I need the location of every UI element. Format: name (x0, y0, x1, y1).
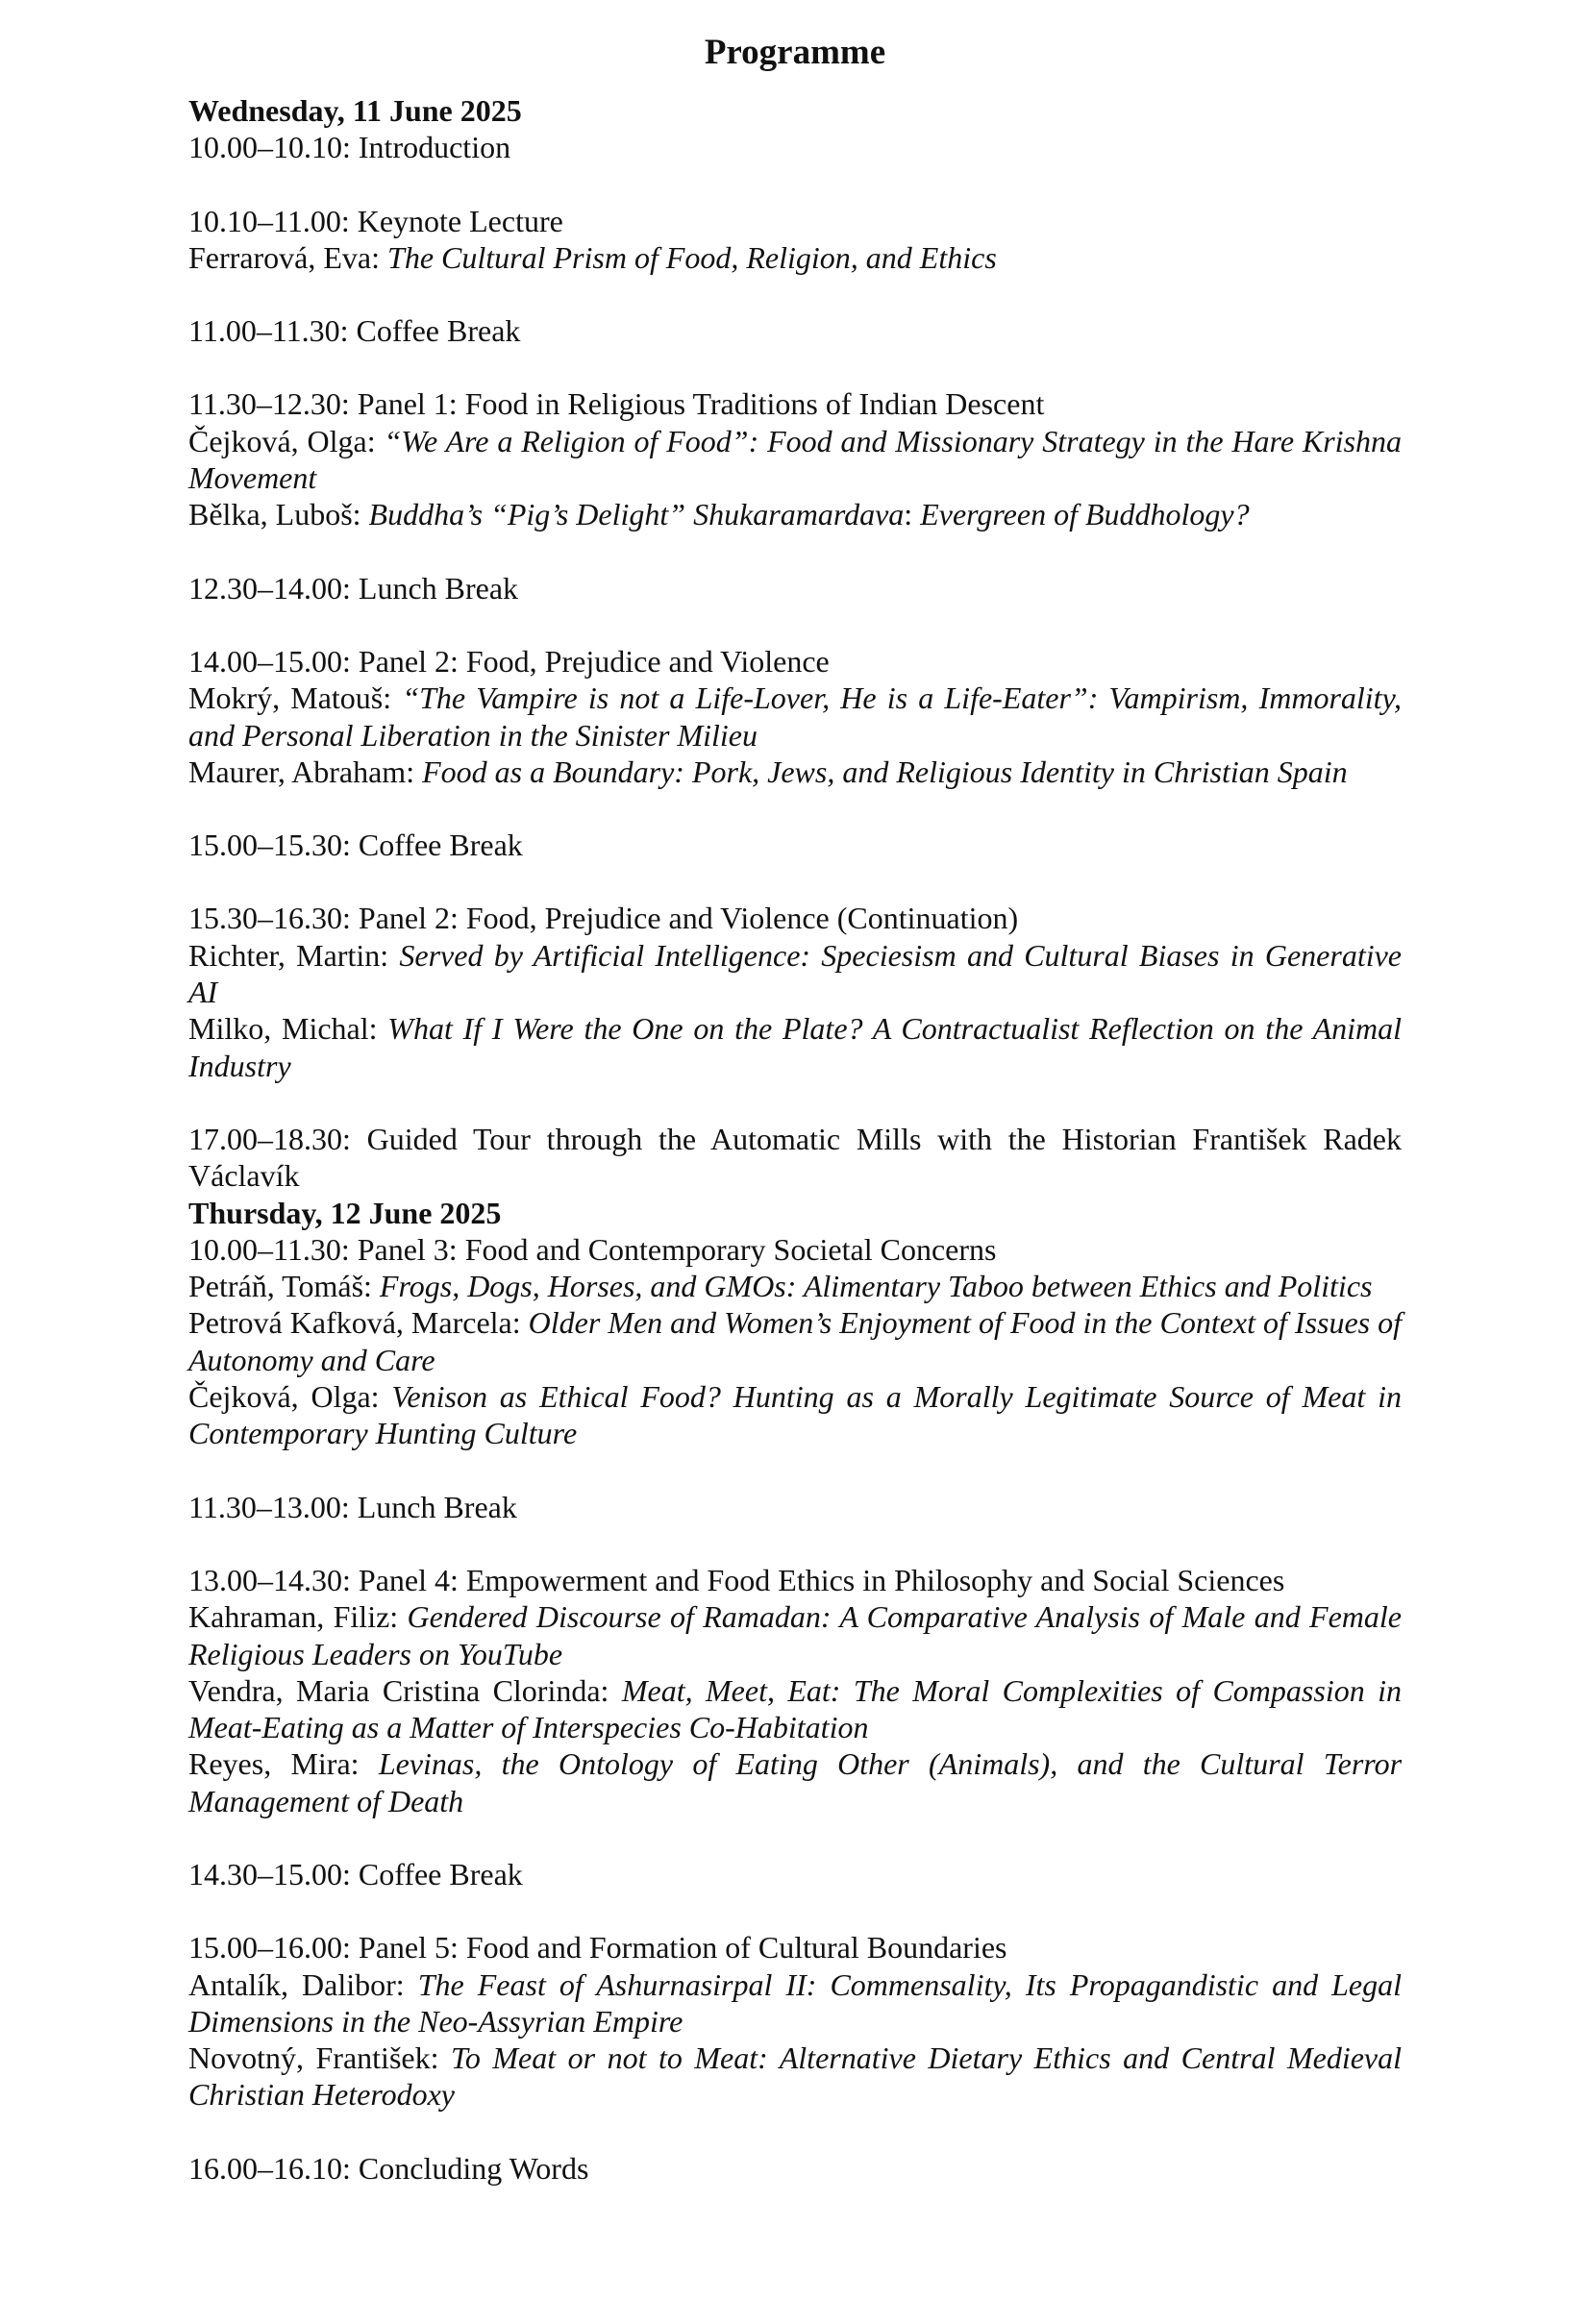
talk-title: “We Are a Religion of Food”: Food and Missionary Strategy in the Hare Krishna Movement (188, 423, 1403, 496)
session-line: 12.30–14.00: Lunch Break (188, 570, 519, 606)
session-line: 10.00–10.10: Introduction (188, 130, 511, 165)
session-line: 10.10–11.00: Keynote Lecture (188, 203, 563, 238)
talk-title: What If I Were the One on the Plate? A Contractualist Reflection on the Animal Industry (188, 1011, 1403, 1083)
talk-title: Levinas, the Ontology of Eating Other (Animals), and the Cultural Terror Management of Death (188, 1746, 1403, 1818)
speaker-name: Petráň, Tomáš: (188, 1269, 372, 1304)
speaker-name: Maurer, Abraham: (188, 754, 415, 789)
speaker-name: Petrová Kafková, Marcela: (188, 1305, 521, 1341)
day-heading: Thursday, 12 June 2025 (188, 1195, 502, 1230)
talk-title: Buddha’s “Pig’s Delight” Shukaramardava (368, 497, 905, 532)
title-separator: : (904, 497, 913, 532)
session-line: 13.00–14.30: Panel 4: Empowerment and Food Ethics in Philosophy and Social Sciences (188, 1562, 1285, 1597)
talk-entry (188, 1268, 1402, 1304)
session-line: 15.00–16.00: Panel 5: Food and Formation of Cultural Boundaries (188, 1930, 1007, 1966)
talk-title: Served by Artificial Intelligence: Speciesism and Cultural Biases in Generative AI (188, 937, 1403, 1010)
talk-title: Frogs, Dogs, Horses, and GMOs: Alimentary Taboo between Ethics and Politics (379, 1269, 1373, 1304)
talk-title: The Feast of Ashurnasirpal II: Commensality, Its Propagandistic and Legal Dimensions in the Neo-Assyrian Empire (188, 1966, 1403, 2039)
session-block (188, 312, 1402, 349)
talk-entry (188, 423, 1402, 497)
session-line: 15.30–16.30: Panel 2: Food, Prejudice and Violence (Continuation) (188, 901, 1019, 936)
session-block (188, 1856, 1402, 1892)
speaker-name: Bělka, Luboš: (188, 497, 361, 532)
session-line: 11.00–11.30: Coffee Break (188, 313, 521, 349)
talk-entry (188, 2040, 1402, 2114)
talk-title: “The Vampire is not a Life-Lover, He is a Life-Eater”: Vampirism, Immorality, and Personal Liberation in the Sinister Milieu (188, 680, 1403, 753)
speaker-name: Ferrarová, Eva: (188, 239, 381, 275)
session-block (188, 1231, 1402, 1452)
talk-title: Food as a Boundary: Pork, Jews, and Religious Identity in Christian Spain (422, 754, 1348, 789)
speaker-name: Mokrý, Matouš: (188, 680, 392, 716)
talk-entry (188, 239, 1402, 276)
day-heading: Wednesday, 11 June 2025 (188, 93, 522, 128)
session-block (188, 1489, 1402, 1525)
speaker-name: Kahraman, Filiz: (188, 1599, 399, 1635)
talk-title-continued: Evergreen of Buddhology? (920, 497, 1250, 532)
session-block (188, 643, 1402, 790)
speaker-name: Novotný, František: (188, 2040, 439, 2076)
session-block (188, 1562, 1402, 1819)
talk-entry (188, 937, 1402, 1011)
speaker-name: Čejková, Olga: (188, 423, 376, 458)
session-line: 15.00–15.30: Coffee Break (188, 828, 523, 863)
talk-title: Venison as Ethical Food? Hunting as a Morally Legitimate Source of Meat in Contemporary Hunting Culture (188, 1379, 1403, 1451)
session-block (188, 2150, 1402, 2187)
speaker-name: Čejková, Olga: (188, 1379, 380, 1415)
session-line: 11.30–12.30: Panel 1: Food in Religious Traditions of Indian Descent (188, 386, 1045, 422)
talk-entry (188, 680, 1402, 754)
talk-entry (188, 1598, 1402, 1672)
session-line: 14.00–15.00: Panel 2: Food, Prejudice and Violence (188, 643, 830, 679)
talk-title: The Cultural Prism of Food, Religion, and Ethics (387, 239, 997, 275)
session-block (188, 900, 1402, 1083)
page-title: Programme (704, 33, 886, 72)
session-block (188, 385, 1402, 532)
session-line: 11.30–13.00: Lunch Break (188, 1489, 517, 1524)
talk-entry (188, 754, 1402, 790)
session-block (188, 203, 1402, 277)
talk-entry (188, 1304, 1402, 1378)
talk-entry (188, 1745, 1402, 1819)
talk-entry (188, 1378, 1402, 1452)
session-line: 10.00–11.30: Panel 3: Food and Contemporary Societal Concerns (188, 1231, 997, 1267)
talk-entry (188, 1010, 1402, 1084)
talk-title: Gendered Discourse of Ramadan: A Comparative Analysis of Male and Female Religious Leaders on YouTube (188, 1599, 1403, 1671)
talk-title: Older Men and Women’s Enjoyment of Food in the Context of Issues of Autonomy and Care (188, 1305, 1403, 1377)
speaker-name: Richter, Martin: (188, 937, 389, 973)
speaker-name: Reyes, Mira: (188, 1746, 360, 1782)
session-line: 16.00–16.10: Concluding Words (188, 2150, 589, 2186)
talk-entry (188, 1672, 1402, 1746)
session-block (188, 1121, 1402, 1195)
talk-title: To Meat or not to Meat: Alternative Dietary Ethics and Central Medieval Christian Heterodoxy (188, 2040, 1403, 2113)
programme-content (188, 92, 1402, 2187)
session-line: 17.00–18.30: Guided Tour through the Automatic Mills with the Historian František Radek Václavík (188, 1121, 1402, 1194)
session-line: 14.30–15.00: Coffee Break (188, 1856, 523, 1891)
speaker-name: Vendra, Maria Cristina Clorinda: (188, 1672, 609, 1708)
talk-entry (188, 1966, 1402, 2040)
talk-entry (188, 496, 1402, 532)
speaker-name: Antalík, Dalibor: (188, 1966, 405, 2002)
session-block (188, 129, 1402, 165)
session-block (188, 570, 1402, 606)
talk-title: Meat, Meet, Eat: The Moral Complexities of Compassion in Meat-Eating as a Matter of Interspecies Co-Habitation (188, 1672, 1403, 1745)
speaker-name: Milko, Michal: (188, 1011, 378, 1047)
session-block (188, 1929, 1402, 2113)
session-block (188, 827, 1402, 863)
